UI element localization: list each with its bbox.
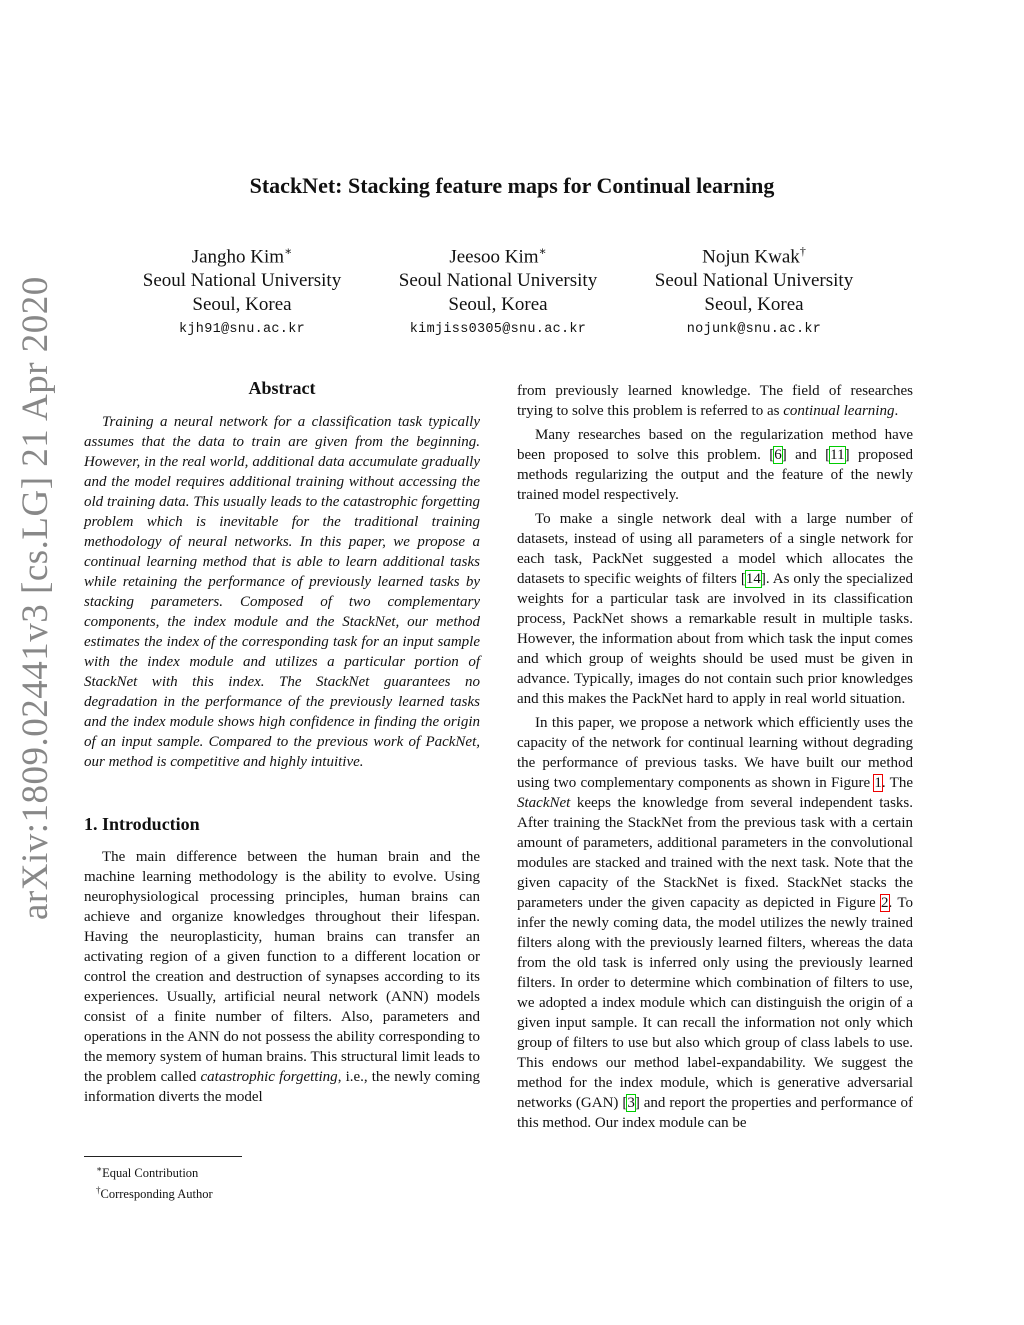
body-paragraph: To make a single network deal with a large number of datasets, instead of using all parameters of a single network for each task, PackNet suggested a model which allocates the datasets to specific weights of filters [14]. As only the specialized weights for a particular task are involved in its classification process, PackNet shows a remarkable result in multiple tasks. However, the information about from which task the input comes and which group of weights should be used must be given in advance. Typically, images do not contain such prior knowledges and this makes the PackNet hard to apply in real world situation.	[517, 511, 913, 707]
author-affiliation: Seoul National University	[654, 270, 854, 292]
body-paragraph: from previously learned knowledge. The field of researches trying to solve this problem is referred to as continual learning.	[517, 383, 913, 419]
author-location: Seoul, Korea	[704, 294, 804, 316]
figure-link[interactable]: 1	[874, 775, 882, 791]
author-mark: ∗	[538, 244, 547, 258]
right-column	[517, 381, 913, 1137]
body-paragraph: In this paper, we propose a network which efficiently uses the capacity of the network for continual learning without degrading the performance of previous tasks. We have built our method using two complementary components as shown in Figure 1. The StackNet keeps the knowledge from several independent tasks. After training the StackNet from the previous task with a certain amount of parameters, additional parameters in the convolutional modules are stacked and trained with the next task. Note that the given capacity of the StackNet is fixed. StackNet stacks the parameters under the given capacity as depicted in Figure 2. To infer the newly coming data, the model utilizes the newly trained filters along with the previously learned filters, whereas the data from the old task is inferred only using the previously learned filters. In order to determine which combination of filters to use, we adopted a index module which can distinguish the origin of a given input sample. It can recall the information not only which group of filters to use but also which group of class labels to use. This endows our method label-expandability. We suggest the method for the index module, which is generative adversarial networks (GAN) [3] and report the properties and performance of this method. Our index module can be	[517, 715, 913, 1131]
left-column	[84, 378, 480, 1111]
author-location: Seoul, Korea	[192, 294, 292, 316]
footnote-mark: ∗	[96, 1164, 103, 1174]
author-location: Seoul, Korea	[448, 294, 548, 316]
abstract-text: Training a neural network for a classification task typically assumes that the data to train are given from the beginning. However, in the real world, additional data accumulate gradually and the model requires additional training without accessing the old training data. This usually leads to the catastrophic forgetting problem which is inevitable for the traditional training methodology of neural networks. In this paper, we propose a continual learning method that is able to learn additional tasks while retaining the performance of previously learned tasks by stacking parameters. Composed of two complementary components, the index module and the StackNet, our method estimates the index of the corresponding task for an input sample with the index module and utilizes a particular portion of StackNet with this index. The StackNet guarantees no degradation in the performance of the previously learned tasks and the index module shows high confidence in finding the origin of an input sample. Compared to the previous work of PackNet, our method is competitive and highly intuitive.	[84, 414, 480, 770]
figure-link[interactable]: 2	[881, 895, 889, 911]
citation-link[interactable]: 14	[745, 571, 761, 587]
author-block	[604, 239, 904, 340]
author-name: Jangho Kim	[191, 246, 285, 268]
body-paragraph: Many researches based on the regularization method have been proposed to solve this problem. [6] and [11] proposed methods regularizing the output and the feature of the newly trained model respectively.	[517, 427, 913, 503]
paper-title: StackNet: Stacking feature maps for Continual learning	[249, 173, 775, 198]
author-name: Jeesoo Kim	[449, 246, 539, 268]
author-mark: ∗	[284, 244, 293, 258]
author-email[interactable]: nojunk@snu.ac.kr	[686, 322, 822, 338]
introduction-heading: 1. Introduction	[84, 814, 200, 834]
citation-link[interactable]: 6	[774, 447, 782, 463]
citation-link[interactable]: 3	[627, 1095, 635, 1111]
author-affiliation: Seoul National University	[398, 270, 598, 292]
author-block	[92, 239, 392, 340]
footnote	[96, 1161, 213, 1182]
author-block	[348, 239, 648, 340]
author-name: Nojun Kwak	[702, 246, 800, 268]
footnotes	[96, 1161, 213, 1203]
footnote-text: Corresponding Author	[100, 1187, 213, 1202]
author-affiliation: Seoul National University	[142, 270, 342, 292]
introduction-paragraph: The main difference between the human brain and the machine learning methodology is the ability to evolve. Using neurophysiological processing principles, human brains can achieve and organize knowledges throughout their lifespan. Having the neuroplasticity, human brains can transfer an activating region of a given function to a different location or control the creation and destruction of synapses according to its experiences. Usually, artificial neural network (ANN) models consist of a finite number of filters. Also, parameters and operations in the ANN do not possess the ability corresponding to the memory system of human brains. This structural limit leads to the problem called catastrophic forgetting, i.e., the newly coming information diverts the model	[84, 849, 480, 1105]
arxiv-identifier: arXiv:1809.02441v3 [cs.LG] 21 Apr 2020	[15, 276, 56, 920]
author-email[interactable]: kimjiss0305@snu.ac.kr	[409, 322, 587, 338]
footnote-rule	[84, 1156, 242, 1157]
abstract-heading: Abstract	[248, 378, 316, 398]
footnote-mark: †	[96, 1185, 101, 1196]
citation-link[interactable]: 11	[830, 447, 845, 463]
author-mark: †	[799, 244, 806, 258]
author-email[interactable]: kjh91@snu.ac.kr	[178, 322, 306, 338]
footnote-text: Equal Contribution	[102, 1166, 199, 1181]
footnote	[96, 1182, 213, 1203]
